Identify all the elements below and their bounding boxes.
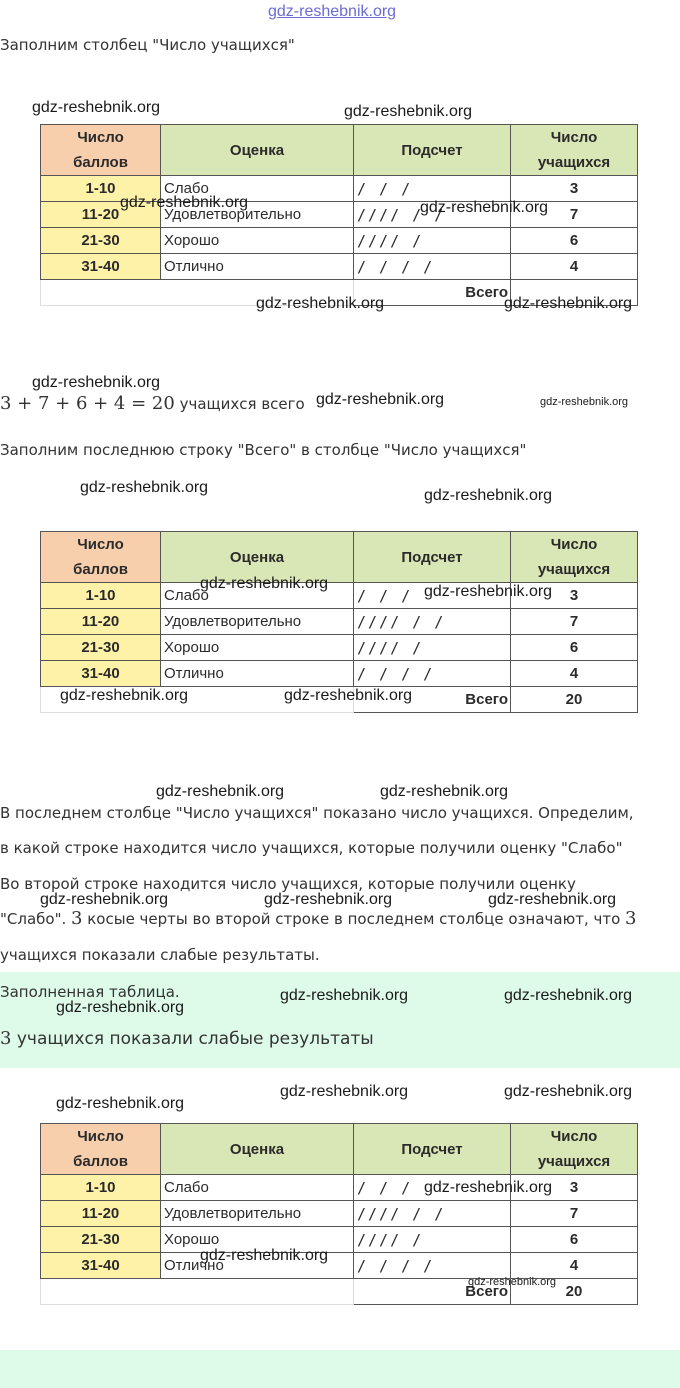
watermark: gdz-reshebnik.org	[120, 194, 249, 211]
bottom-box	[0, 1350, 680, 1388]
range-cell: 21-30	[41, 1227, 161, 1253]
grade-cell: Удовлетворительно	[161, 1201, 354, 1227]
tally-cell: //// / /	[354, 609, 511, 635]
paragraph-line: в какой строке находится число учащихся, которые получили оценку "Слабо"	[0, 839, 623, 857]
watermark: gdz-reshebnik.org	[80, 479, 209, 496]
watermark: gdz-reshebnik.org	[56, 999, 185, 1016]
tally-table-1	[40, 124, 638, 306]
range-cell: 21-30	[41, 635, 161, 661]
count-cell: 6	[511, 228, 638, 254]
count-cell: 6	[511, 635, 638, 661]
paragraph-line: Во второй строке находится число учащихся, которые получили оценку	[0, 875, 576, 893]
watermark: gdz-reshebnik.org	[504, 295, 633, 312]
watermark: gdz-reshebnik.org	[280, 1083, 409, 1100]
watermark: gdz-reshebnik.org	[56, 1095, 185, 1112]
header-students: Число учащихся	[511, 532, 638, 583]
watermark: gdz-reshebnik.org	[200, 575, 329, 592]
header-tally: Подсчет	[354, 1124, 511, 1175]
watermark: gdz-reshebnik.org	[264, 891, 393, 908]
grade-cell: Отлично	[161, 661, 354, 687]
tally-table-2	[40, 531, 638, 713]
number: 3	[625, 908, 637, 929]
tally-cell: / / / /	[354, 254, 511, 280]
text-span: "Слабо".	[0, 910, 72, 928]
count-cell: 4	[511, 661, 638, 687]
grade-cell: Удовлетворительно	[161, 202, 354, 228]
table-row	[41, 1227, 638, 1253]
watermark: gdz-reshebnik.org	[60, 687, 189, 704]
range-cell: 31-40	[41, 254, 161, 280]
range-cell: 1-10	[41, 176, 161, 202]
watermark: gdz-reshebnik.org	[284, 687, 413, 704]
grade-cell: Хорошо	[161, 228, 354, 254]
header-points: Число баллов	[41, 532, 161, 583]
grade-cell: Слабо	[161, 583, 354, 609]
answer-label: Заполненная таблица.	[0, 983, 180, 1001]
tally-cell: //// /	[354, 635, 511, 661]
answer-text	[0, 1028, 374, 1049]
section-fill-column: Заполним столбец "Число учащихся"	[0, 36, 295, 54]
count-cell: 7	[511, 202, 638, 228]
empty-cell	[41, 1279, 354, 1305]
watermark: gdz-reshebnik.org	[424, 1179, 553, 1196]
text-span: косые черты во второй строке в последнем столбце означают, что	[82, 910, 626, 928]
range-cell: 11-20	[41, 202, 161, 228]
watermark: gdz-reshebnik.org	[420, 199, 549, 216]
paragraph-line: учащихся показали слабые результаты.	[0, 946, 320, 964]
count-cell: 4	[511, 1253, 638, 1279]
sum-formula: 3 + 7 + 6 + 4 = 20	[0, 393, 175, 414]
grade-cell: Хорошо	[161, 635, 354, 661]
total-label: Всего	[354, 1279, 511, 1305]
range-cell: 11-20	[41, 1201, 161, 1227]
range-cell: 1-10	[41, 1175, 161, 1201]
table-row	[41, 1201, 638, 1227]
range-cell: 1-10	[41, 583, 161, 609]
table-row	[41, 609, 638, 635]
sum-suffix: учащихся всего	[174, 395, 305, 413]
table-row	[41, 1253, 638, 1279]
count-cell: 4	[511, 254, 638, 280]
count-cell: 7	[511, 609, 638, 635]
grade-cell: Слабо	[161, 176, 354, 202]
count-cell: 3	[511, 176, 638, 202]
watermark: gdz-reshebnik.org	[280, 987, 409, 1004]
table-row	[41, 254, 638, 280]
watermark-top[interactable]: gdz-reshebnik.org	[268, 3, 397, 20]
header-grade: Оценка	[161, 125, 354, 176]
watermark: gdz-reshebnik.org	[200, 1247, 329, 1264]
watermark: gdz-reshebnik.org	[504, 987, 633, 1004]
count-cell: 6	[511, 1227, 638, 1253]
watermark: gdz-reshebnik.org	[488, 891, 617, 908]
watermark: gdz-reshebnik.org	[32, 374, 161, 391]
watermark: gdz-reshebnik.org	[424, 487, 553, 504]
number: 3	[0, 1028, 12, 1049]
tally-cell: / / / /	[354, 661, 511, 687]
header-tally: Подсчет	[354, 125, 511, 176]
count-cell: 7	[511, 1201, 638, 1227]
range-cell: 31-40	[41, 661, 161, 687]
text-span: учащихся показали слабые результаты	[11, 1029, 374, 1049]
total-value: 20	[511, 687, 638, 713]
watermark: gdz-reshebnik.org	[344, 103, 473, 120]
header-tally: Подсчет	[354, 532, 511, 583]
tally-cell: / / / /	[354, 1253, 511, 1279]
watermark: gdz-reshebnik.org	[468, 1276, 557, 1288]
watermark: gdz-reshebnik.org	[504, 1083, 633, 1100]
grade-cell: Хорошо	[161, 1227, 354, 1253]
tally-cell: / / /	[354, 583, 511, 609]
grade-cell: Удовлетворительно	[161, 609, 354, 635]
header-grade: Оценка	[161, 532, 354, 583]
watermark: gdz-reshebnik.org	[316, 391, 445, 408]
number: 3	[71, 908, 83, 929]
header-grade: Оценка	[161, 1124, 354, 1175]
table-row	[41, 228, 638, 254]
grade-cell: Отлично	[161, 254, 354, 280]
watermark: gdz-reshebnik.org	[156, 783, 285, 800]
header-points: Число баллов	[41, 1124, 161, 1175]
watermark: gdz-reshebnik.org	[256, 295, 385, 312]
watermark: gdz-reshebnik.org	[32, 99, 161, 116]
tally-cell: //// / /	[354, 202, 511, 228]
total-value: 20	[511, 1279, 638, 1305]
table-row	[41, 661, 638, 687]
table-row	[41, 635, 638, 661]
tally-cell: //// / /	[354, 1201, 511, 1227]
watermark: gdz-reshebnik.org	[540, 396, 629, 408]
range-cell: 31-40	[41, 1253, 161, 1279]
tally-cell: //// /	[354, 228, 511, 254]
watermark: gdz-reshebnik.org	[424, 583, 553, 600]
range-cell: 21-30	[41, 228, 161, 254]
total-label: Всего	[354, 687, 511, 713]
count-cell: 3	[511, 1175, 638, 1201]
paragraph-line	[0, 908, 636, 929]
paragraph-line: В последнем столбце "Число учащихся" показано число учащихся. Определим,	[0, 804, 634, 822]
sum-line	[0, 393, 305, 414]
header-students: Число учащихся	[511, 1124, 638, 1175]
watermark: gdz-reshebnik.org	[40, 891, 169, 908]
section-fill-total: Заполним последнюю строку "Всего" в столбце "Число учащихся"	[0, 441, 527, 459]
tally-cell: / / /	[354, 1175, 511, 1201]
grade-cell: Отлично	[161, 1253, 354, 1279]
grade-cell: Слабо	[161, 1175, 354, 1201]
range-cell: 11-20	[41, 609, 161, 635]
header-points: Число баллов	[41, 125, 161, 176]
tally-cell: / / /	[354, 176, 511, 202]
tally-cell: //// /	[354, 1227, 511, 1253]
header-students: Число учащихся	[511, 125, 638, 176]
count-cell: 3	[511, 583, 638, 609]
total-label: Всего	[354, 280, 511, 306]
watermark: gdz-reshebnik.org	[380, 783, 509, 800]
